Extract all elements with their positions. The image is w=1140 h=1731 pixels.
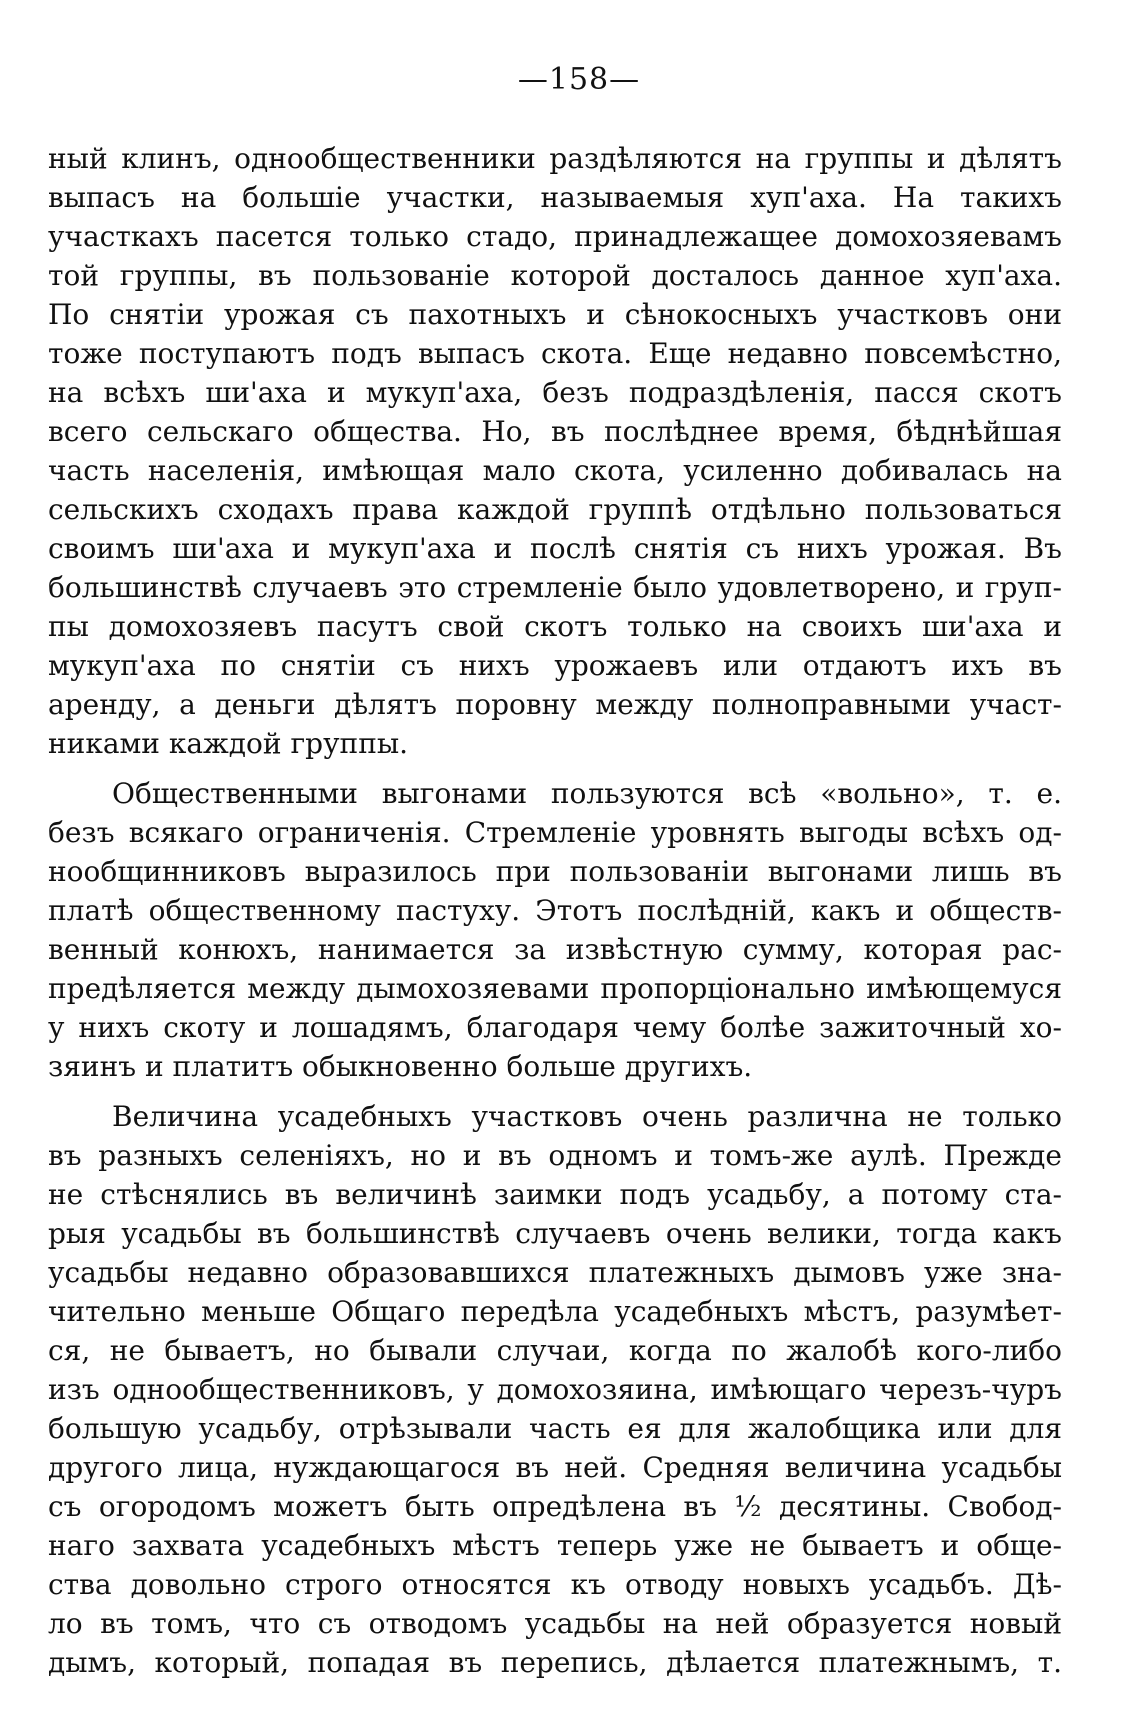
text-line: выпасъ на большіе участки, называемыя хуп'аха. На такихъ	[48, 181, 1062, 214]
text-line: наго захвата усадебныхъ мѣстъ теперь уже не бываетъ и обще-	[48, 1529, 1062, 1562]
paragraph-gap	[48, 763, 1062, 774]
text-line: пы домохозяевъ пасутъ свой скотъ только на своихъ ши'аха и	[48, 610, 1062, 643]
text-line: на всѣхъ ши'аха и мукуп'аха, безъ подраздѣленія, пасся скотъ	[48, 376, 1062, 409]
text-line: рыя усадьбы въ большинствѣ случаевъ очень велики, тогда какъ	[48, 1217, 1062, 1250]
text-line: ный клинъ, однообщественники раздѣляются на группы и дѣлятъ	[48, 142, 1062, 175]
text-line: сельскихъ сходахъ права каждой группѣ отдѣльно пользоваться	[48, 493, 1062, 526]
text-line: дымъ, который, попадая въ перепись, дѣлается платежнымъ, т.	[48, 1646, 1062, 1679]
text-line: Величина усадебныхъ участковъ очень различна не только	[112, 1100, 1062, 1133]
text-line: усадьбы недавно образовавшихся платежныхъ дымовъ уже зна-	[48, 1256, 1062, 1289]
text-line: никами каждой группы.	[48, 727, 409, 760]
text-line: предѣляется между дымохозяевами пропорціонально имѣющемуся	[48, 972, 1062, 1005]
text-line: часть населенія, имѣющая мало скота, усиленно добивалась на	[48, 454, 1062, 487]
paragraph-2	[48, 774, 1062, 1086]
paragraph-gap	[48, 1086, 1062, 1097]
text-line: изъ однообщественниковъ, у домохозяина, имѣющаго черезъ-чуръ	[48, 1373, 1062, 1406]
text-line: тоже поступаютъ подъ выпасъ скота. Еще недавно повсемѣстно,	[48, 337, 1062, 370]
text-line: ся, не бываетъ, но бывали случаи, когда по жалобѣ кого-либо	[48, 1334, 1062, 1367]
text-line: всего сельскаго общества. Но, въ послѣднее время, бѣднѣйшая	[48, 415, 1062, 448]
text-line: участкахъ пасется только стадо, принадлежащее домохозяевамъ	[48, 220, 1062, 253]
paragraph-3	[48, 1097, 1062, 1682]
text-line: аренду, а деньги дѣлятъ поровну между полноправными участ-	[48, 688, 1062, 721]
text-line: Общественными выгонами пользуются всѣ «вольно», т. е.	[112, 777, 1062, 810]
text-line: венный конюхъ, нанимается за извѣстную сумму, которая рас-	[48, 933, 1062, 966]
text-line: большую усадьбу, отрѣзывали часть ея для жалобщика или для	[48, 1412, 1062, 1445]
text-line: безъ всякаго ограниченія. Стремленіе уровнять выгоды всѣхъ од-	[48, 816, 1062, 849]
text-line: другого лица, нуждающагося въ ней. Средняя величина усадьбы	[48, 1451, 1062, 1484]
text-line: ства довольно строго относятся къ отводу новыхъ усадьбъ. Дѣ-	[48, 1568, 1062, 1601]
text-line: зяинъ и платитъ обыкновенно больше другихъ.	[48, 1050, 753, 1083]
text-line: По снятіи урожая съ пахотныхъ и сѣнокосныхъ участковъ они	[48, 298, 1062, 331]
text-line: не стѣснялись въ величинѣ заимки подъ усадьбу, а потому ста-	[48, 1178, 1062, 1211]
text-line: у нихъ скоту и лошадямъ, благодаря чему болѣе зажиточный хо-	[48, 1011, 1062, 1044]
page-number: —158—	[517, 62, 641, 97]
text-line: мукуп'аха по снятіи съ нихъ урожаевъ или отдаютъ ихъ въ	[48, 649, 1062, 682]
text-line: платѣ общественному пастуху. Этотъ послѣдній, какъ и обществ-	[48, 894, 1062, 927]
text-line: большинствѣ случаевъ это стремленіе было удовлетворено, и груп-	[48, 571, 1062, 604]
paragraph-1	[48, 139, 1062, 763]
text-line: съ огородомъ можетъ быть опредѣлена въ ½ десятины. Свобод-	[48, 1490, 1062, 1523]
text-line: той группы, въ пользованіе которой досталось данное хуп'аха.	[48, 259, 1062, 292]
text-line: въ разныхъ селеніяхъ, но и въ одномъ и томъ-же аулѣ. Прежде	[48, 1139, 1062, 1172]
text-line: ло въ томъ, что съ отводомъ усадьбы на ней образуется новый	[48, 1607, 1062, 1640]
text-line: нообщинниковъ выразилось при пользованіи выгонами лишь въ	[48, 855, 1062, 888]
text-line: своимъ ши'аха и мукуп'аха и послѣ снятія съ нихъ урожая. Въ	[48, 532, 1062, 565]
text-line: чительно меньше Общаго передѣла усадебныхъ мѣстъ, разумѣет-	[48, 1295, 1062, 1328]
